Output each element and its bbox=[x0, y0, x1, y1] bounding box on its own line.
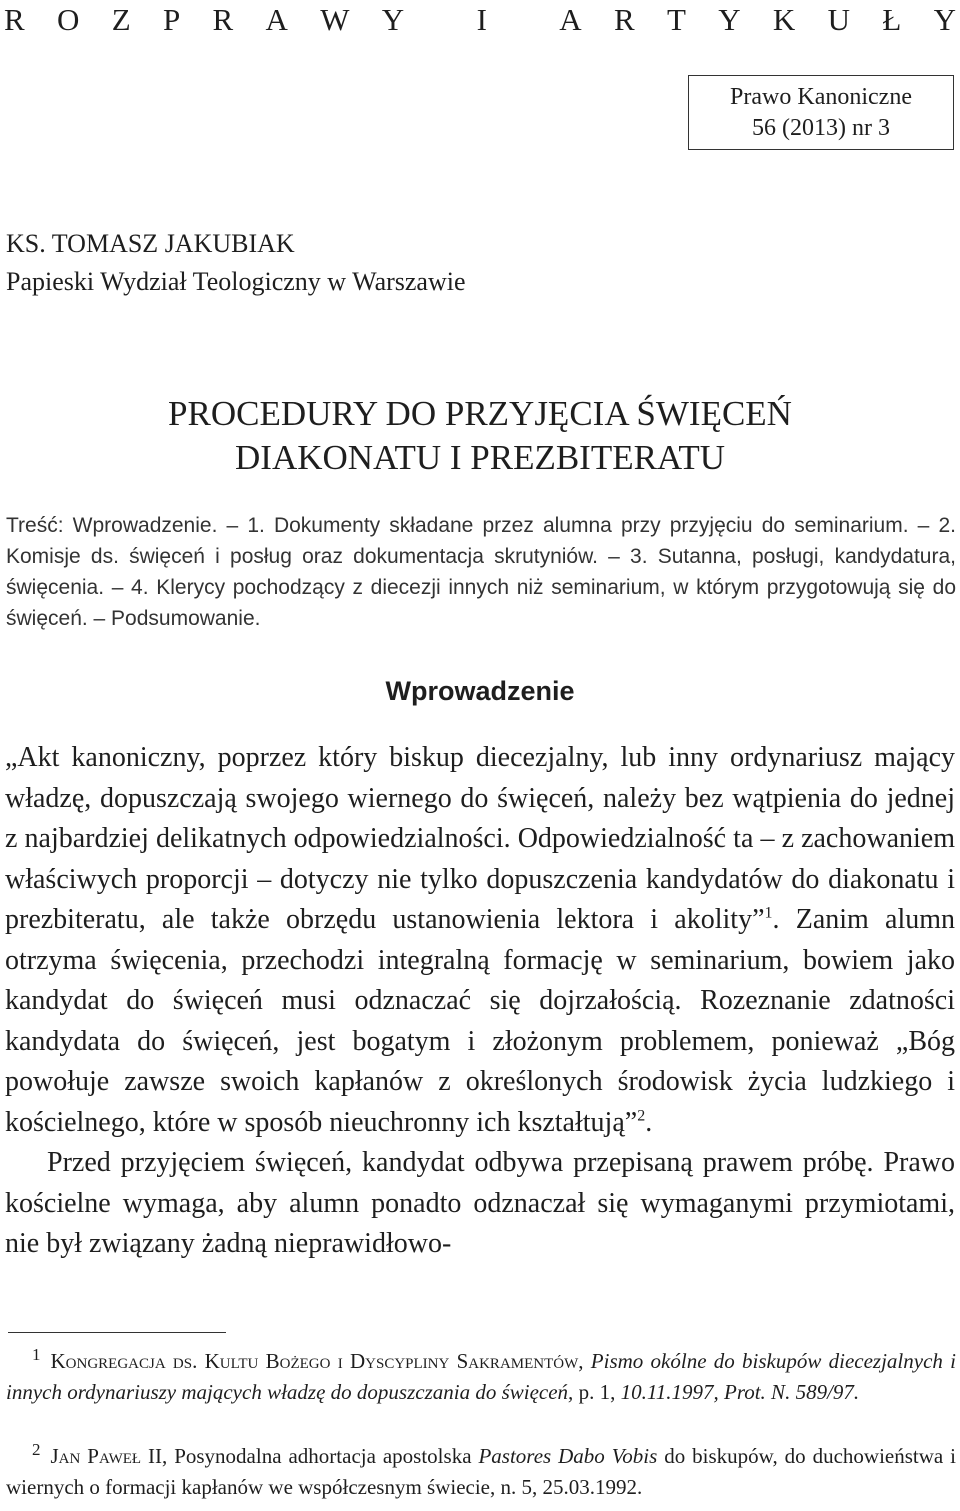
journal-name: Prawo Kanoniczne bbox=[730, 84, 912, 110]
article-title bbox=[0, 392, 960, 480]
footnote-number: 1 bbox=[32, 1345, 41, 1364]
header-spacer bbox=[437, 2, 445, 38]
author-affiliation: Papieski Wydział Teologiczny w Warszawie bbox=[6, 267, 466, 296]
header-letter: O bbox=[57, 2, 80, 37]
footnote-author: Kongregacja ds. Kultu Bożego i Dyscypliny Sakramentów bbox=[50, 1349, 579, 1373]
journal-info-box bbox=[688, 75, 954, 150]
footnote-title: Pismo okólne do biskupów diecezjalnych i innych ordynariuszy mających władzę do dopuszczania do święceń, bbox=[6, 1349, 956, 1404]
footnote-ref: 2 bbox=[637, 1107, 646, 1125]
header-letter: Z bbox=[111, 2, 131, 37]
table-of-contents: Treść: Wprowadzenie. – 1. Dokumenty składane przez alumna przy przyjęciu do seminarium. – 2. Komisje ds. święceń i posług oraz dokumentacja skrutyniów. – 3. Sutanna, posługi, kandydatura, święcenia. – 4. Klerycy pochodzący z diecezji innych niż seminarium, w którym przygotowują się do święceń. – Podsumowanie. bbox=[6, 514, 956, 630]
journal-issue: 56 (2013) nr 3 bbox=[752, 115, 890, 141]
header-letter: Y bbox=[933, 2, 956, 37]
header-letter: R bbox=[4, 2, 25, 37]
header-letter: U bbox=[827, 2, 851, 37]
author-name: KS. TOMASZ JAKUBIAK bbox=[6, 229, 295, 258]
header-letter: Y bbox=[718, 2, 741, 37]
title-line-2: DIAKONATU I PREZBITERATU bbox=[235, 438, 725, 477]
header-letter: I bbox=[476, 2, 487, 37]
header-spacer bbox=[519, 2, 527, 38]
header-letter: T bbox=[666, 2, 686, 37]
footnote-author: Jan Paweł bbox=[50, 1444, 142, 1468]
header-letter: Y bbox=[381, 2, 405, 37]
paragraph-2: Przed przyjęciem święceń, kandydat odbywa przepisaną prawem próbę. Prawo kościelne wymaga, aby alumn ponadto odznaczał się wymaganymi przymiotami, nie był związany żadną nieprawidłowo- bbox=[5, 1147, 955, 1259]
header-letter: K bbox=[772, 2, 796, 37]
body-text bbox=[5, 738, 955, 1265]
footnote-1 bbox=[6, 1346, 956, 1408]
footnote-text: , bbox=[578, 1349, 591, 1373]
footnote-divider bbox=[8, 1332, 226, 1333]
footnote-ref: 1 bbox=[764, 904, 773, 922]
header-letter: Ł bbox=[882, 2, 902, 37]
paragraph-text: . Zanim alumn otrzyma święcenia, przechodzi integralną formację w seminarium, bowiem jako kandydat do święceń musi odznaczać się dojrzałością. Rozeznanie zdatności kandydata do święceń, jest bogatym i złożonym problemem, ponieważ „Bóg powołuje zawsze swoich kapłanów z określonych środowisk życia ludzkiego i kościelnego, które w sposób nieuchronny ich kształtują” bbox=[5, 904, 955, 1138]
footnote-text: do biskupów, do duchowieństwa i wiernych o formacji kapłanów we współczesnym świecie, n. 5, 25.03.1992. bbox=[6, 1444, 956, 1499]
running-header bbox=[4, 2, 956, 38]
paragraph-text: . bbox=[645, 1106, 653, 1138]
paragraph-1 bbox=[5, 738, 955, 1143]
header-letter: R bbox=[613, 2, 635, 37]
section-heading: Wprowadzenie bbox=[385, 676, 575, 706]
footnote-2 bbox=[6, 1441, 956, 1503]
header-letter: P bbox=[162, 2, 181, 37]
footnote-number: 2 bbox=[32, 1440, 41, 1459]
author-block bbox=[6, 225, 466, 301]
footnote-text: 10.11.1997, Prot. N. 589/97. bbox=[620, 1380, 860, 1404]
footnote-text: p. 1, bbox=[573, 1380, 621, 1404]
header-letter: A bbox=[265, 2, 288, 37]
header-letter: W bbox=[320, 2, 350, 37]
footnote-title: Pastores Dabo Vobis bbox=[478, 1444, 658, 1468]
footnote-text: II, Posynodalna adhortacja apostolska bbox=[141, 1444, 479, 1468]
paragraph-text: „Akt kanoniczny, poprzez który biskup diecezjalny, lub inny ordynariusz mający władzę, dopuszczają swojego wiernego do święceń, należy bez wątpienia do jednej z najbardziej delikatnych odpowiedzialności. Odpowiedzialność ta – z zachowaniem właściwych proporcji – dotyczy nie tylko dopuszczenia kandydatów do diakonatu i prezbiteratu, ale także obrzędu ustanowienia lektora i akolity” bbox=[5, 742, 955, 935]
header-letter: R bbox=[212, 2, 234, 37]
title-line-1: PROCEDURY DO PRZYJĘCIA ŚWIĘCEŃ bbox=[168, 394, 792, 433]
header-letter: A bbox=[559, 2, 582, 37]
